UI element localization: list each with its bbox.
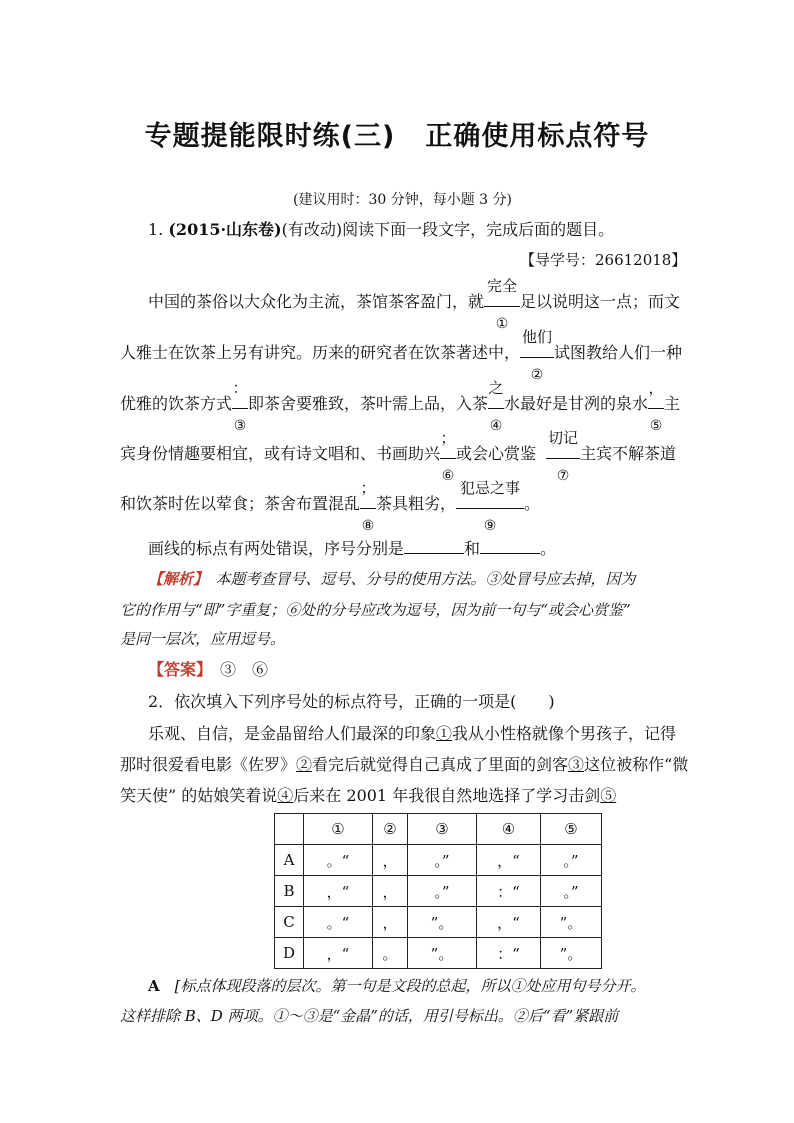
q2-answer-letter: A xyxy=(148,977,160,995)
options-table xyxy=(274,813,602,969)
q2-sentence-line-2: 那时很爱看电影《佐罗》②看完后就觉得自己真成了里面的剑客③这位被称作“微 xyxy=(120,755,689,774)
analysis-line-2: 它的作用与“即”字重复；⑥处的分号应改为逗号，因为前一句与“或会心赏鉴” xyxy=(120,601,631,619)
table-row: D ，“ 。 ”。 ：“ ”。 xyxy=(275,938,602,969)
answer-blank-2 xyxy=(480,537,540,554)
answer-line: 【答案】 ③ ⑥ xyxy=(148,660,269,679)
answer-blank-1 xyxy=(404,537,464,554)
table-row: B ，“ ， 。” ：“ 。” xyxy=(275,876,602,907)
answer-label: 【答案】 xyxy=(148,660,205,679)
guide-number: 【导学号：26612018】 xyxy=(520,251,687,269)
passage-line-2: 人雅士在饮茶上另有讲究。历来的研究者在饮茶著述中， 他们 ② 试图教给人们一种 xyxy=(120,328,683,383)
q2-explain-line-2: 这样排除 B、D 两项。①～③是“金晶”的话，用引号标出。②后“看”紧跟前 xyxy=(120,1007,619,1025)
q1-question: 画线的标点有两处错误，序号分别是 和 。 xyxy=(148,539,557,558)
q1-header: 1. (2015·山东卷)(有改动)阅读下面一段文字，完成后面的题目。 xyxy=(148,220,615,239)
table-row: C 。“ ， ”。 ，“ ”。 xyxy=(275,907,602,938)
page-title: 专题提能限时练(三) 正确使用标点符号 xyxy=(144,121,650,152)
table-header-row: ① ② ③ ④ ⑤ xyxy=(275,814,602,845)
q2-sentence-line-3: 笑天使” 的姑娘笑着说④后来在 2001 年我很自然地选择了学习击剑⑤ xyxy=(120,786,617,805)
q2-sentence-line-1: 乐观、自信，是金晶留给人们最深的印象①我从小性格就像个男孩子，记得 xyxy=(148,724,677,743)
passage-line-4: 宾身份情趣要相宜，或有诗文唱和、书画助兴 ； ⑥ 或会心赏鉴 切记 ⑦ 主宾不解茶道 xyxy=(120,429,677,484)
time-note: (建议用时：30 分钟，每小题 3 分) xyxy=(293,192,512,208)
passage-line-1: 中国的茶俗以大众化为主流，茶馆茶客盈门，就 完全 ① 足以说明这一点；而文 xyxy=(148,277,681,332)
passage-line-3: 优雅的饮茶方式 ： ③ 即茶舍要雅致，茶叶需上品，入茶 之 ④ 水最好是甘冽的泉水 ， ⑤ 主 xyxy=(120,379,681,434)
q2-explain-line-1: A [标点体现段落的层次。第一句是文段的总起，所以①处应用句号分开。 xyxy=(148,977,646,995)
table-row: A 。“ ， 。” ，“ 。” xyxy=(275,845,602,876)
analysis-label: 【解析】 xyxy=(148,570,201,588)
analysis-line-3: 是同一层次，应用逗号。 xyxy=(120,630,286,648)
q2-stem: 2．依次填入下列序号处的标点符号，正确的一项是( ) xyxy=(148,692,555,711)
analysis-line-1: 【解析】 本题考查冒号、逗号、分号的使用方法。③处冒号应去掉，因为 xyxy=(148,570,636,588)
passage-line-5: 和饮茶时佐以荤食；茶舍布置混乱 ； ⑧ 茶具粗劣， 犯忌之事 ⑨ 。 xyxy=(120,479,541,534)
